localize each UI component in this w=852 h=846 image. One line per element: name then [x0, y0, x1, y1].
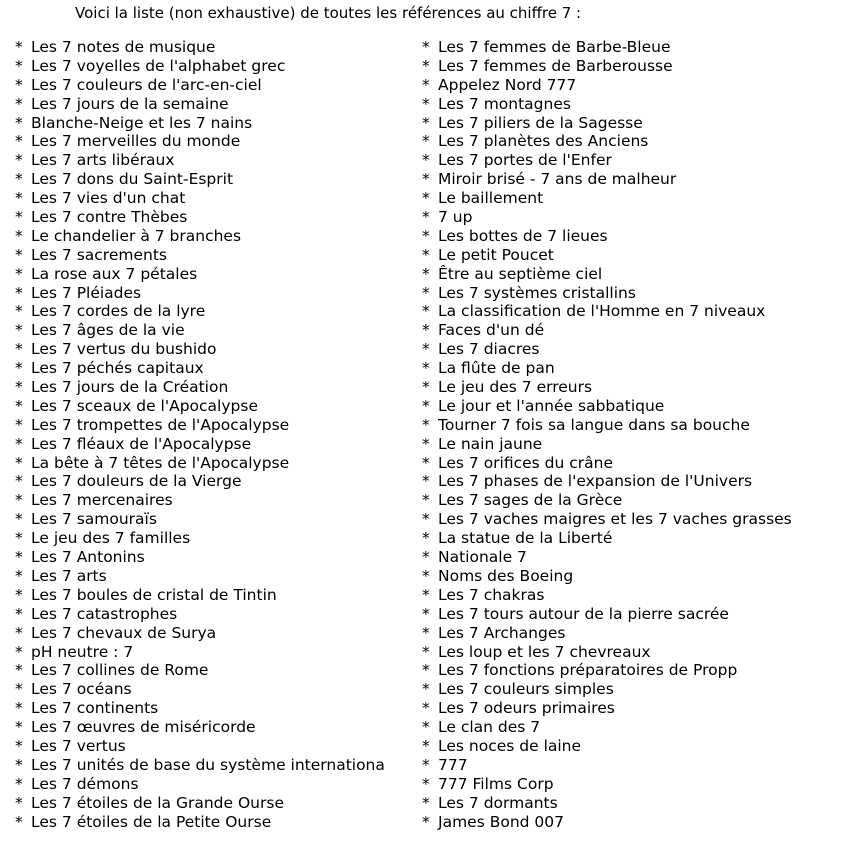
- list-item-text: Le clan des 7: [438, 718, 541, 737]
- bullet-marker: *: [15, 321, 23, 340]
- list-item-text: Les 7 jours de la Création: [31, 378, 229, 397]
- bullet-marker: *: [422, 680, 430, 699]
- bullet-marker: *: [15, 774, 23, 793]
- list-item-text: Les 7 sages de la Grèce: [438, 491, 623, 510]
- list-item-text: Les 7 piliers de la Sagesse: [438, 113, 643, 132]
- list-item-text: 777 Films Corp: [438, 774, 554, 793]
- bullet-marker: *: [15, 94, 23, 113]
- bullet-marker: *: [422, 661, 430, 680]
- list-item: [15, 794, 398, 813]
- list-item: [422, 302, 847, 321]
- bullet-marker: *: [422, 585, 430, 604]
- list-item-text: La rose aux 7 pétales: [31, 264, 198, 283]
- list-item-text: Noms des Boeing: [438, 566, 574, 585]
- bullet-marker: *: [422, 529, 430, 548]
- list-item-text: Blanche-Neige et les 7 nains: [31, 113, 253, 132]
- bullet-marker: *: [15, 302, 23, 321]
- list-item-text: Les 7 femmes de Barberousse: [438, 56, 673, 75]
- list-item: [422, 321, 847, 340]
- list-item-text: Les 7 dormants: [438, 793, 558, 812]
- bullet-marker: *: [422, 113, 430, 132]
- list-item-text: Nationale 7: [438, 548, 527, 567]
- bullet-marker: *: [15, 264, 23, 283]
- list-item-text: Les loup et les 7 chevreaux: [438, 642, 651, 661]
- bullet-marker: *: [15, 396, 23, 415]
- list-item-text: Les 7 sceaux de l'Apocalypse: [31, 396, 258, 415]
- bullet-marker: *: [15, 453, 23, 472]
- list-item: [15, 435, 398, 454]
- list-item: [422, 95, 847, 114]
- list-item-text: Le baillement: [438, 189, 544, 208]
- list-item-text: Les 7 Antonins: [31, 548, 145, 567]
- list-item-text: Les 7 odeurs primaires: [438, 699, 615, 718]
- list-item-text: Le nain jaune: [438, 434, 543, 453]
- bullet-marker: *: [422, 699, 430, 718]
- bullet-marker: *: [422, 226, 430, 245]
- bullet-marker: *: [15, 699, 23, 718]
- list-item-text: La statue de la Liberté: [438, 529, 613, 548]
- bullet-marker: *: [422, 132, 430, 151]
- bullet-marker: *: [15, 170, 23, 189]
- list-item-text: Les 7 notes de musique: [31, 38, 216, 56]
- list-item: [15, 548, 398, 567]
- bullet-marker: *: [422, 434, 430, 453]
- list-item: [422, 510, 847, 529]
- list-item-text: Les 7 étoiles de la Petite Ourse: [31, 812, 272, 831]
- list-item-text: Les 7 sacrements: [31, 245, 167, 264]
- bullet-marker: *: [15, 132, 23, 151]
- list-item-text: Les 7 trompettes de l'Apocalypse: [31, 415, 290, 434]
- list-item-text: Les 7 collines de Rome: [31, 661, 209, 680]
- list-item: [15, 510, 398, 529]
- bullet-marker: *: [15, 283, 23, 302]
- list-item-text: Les 7 diacres: [438, 340, 540, 359]
- list-item-text: Le jeu des 7 familles: [31, 529, 191, 548]
- list-item: [422, 586, 847, 605]
- bullet-marker: *: [422, 378, 430, 397]
- list-item: [422, 340, 847, 359]
- list-item-text: Les 7 phases de l'expansion de l'Univers: [438, 472, 753, 491]
- bullet-marker: *: [422, 264, 430, 283]
- list-item: [15, 491, 398, 510]
- list-item: [422, 699, 847, 718]
- list-item-text: Les 7 mercenaires: [31, 491, 173, 510]
- list-item-text: Les 7 vies d'un chat: [31, 189, 186, 208]
- list-item: [15, 529, 398, 548]
- list-item-text: Les 7 douleurs de la Vierge: [31, 472, 242, 491]
- list-item: [422, 529, 847, 548]
- list-item: [15, 340, 398, 359]
- bullet-marker: *: [422, 718, 430, 737]
- list-item-text: Le chandelier à 7 branches: [31, 226, 242, 245]
- bullet-marker: *: [422, 170, 430, 189]
- list-item-text: 7 up: [438, 208, 473, 227]
- bullet-marker: *: [422, 208, 430, 227]
- bullet-marker: *: [422, 396, 430, 415]
- bullet-marker: *: [15, 718, 23, 737]
- list-item-text: Les 7 samouraïs: [31, 510, 157, 529]
- list-item-text: Les 7 dons du Saint-Esprit: [31, 170, 234, 189]
- list-item: [15, 661, 398, 680]
- list-item-text: La flûte de pan: [438, 359, 555, 378]
- list-item-text: Les 7 tours autour de la pierre sacrée: [438, 604, 729, 623]
- bullet-marker: *: [15, 415, 23, 434]
- list-item-text: Les 7 Pléiades: [31, 283, 142, 302]
- bullet-marker: *: [15, 245, 23, 264]
- list-item-text: Les 7 boules de cristal de Tintin: [31, 585, 277, 604]
- bullet-marker: *: [15, 736, 23, 755]
- right-reference-list: [422, 38, 847, 831]
- list-item-text: Les 7 Archanges: [438, 623, 566, 642]
- bullet-marker: *: [422, 623, 430, 642]
- bullet-marker: *: [15, 585, 23, 604]
- page-intro: Voici la liste (non exhaustive) de toutes les références au chiffre 7 :: [75, 4, 582, 22]
- list-item: [15, 302, 398, 321]
- bullet-marker: *: [422, 736, 430, 755]
- bullet-marker: *: [15, 208, 23, 227]
- bullet-marker: *: [422, 340, 430, 359]
- list-item: [422, 775, 847, 794]
- bullet-marker: *: [422, 151, 430, 170]
- list-item-text: Les 7 chevaux de Surya: [31, 623, 217, 642]
- bullet-marker: *: [15, 604, 23, 623]
- list-item: [15, 114, 398, 133]
- list-item-text: Les 7 couleurs de l'arc-en-ciel: [31, 75, 262, 94]
- list-item-text: pH neutre : 7: [31, 642, 134, 661]
- list-item: [422, 359, 847, 378]
- list-item-text: Les 7 océans: [31, 680, 132, 699]
- bullet-marker: *: [15, 491, 23, 510]
- list-item: [422, 605, 847, 624]
- list-item: [422, 246, 847, 265]
- list-item-text: Les 7 étoiles de la Grande Ourse: [31, 793, 284, 812]
- list-item: [15, 359, 398, 378]
- list-item: [422, 189, 847, 208]
- list-item: [15, 132, 398, 151]
- list-item-text: Les 7 fonctions préparatoires de Propp: [438, 661, 738, 680]
- list-item: [15, 170, 398, 189]
- list-item-text: Tourner 7 fois sa langue dans sa bouche: [438, 415, 750, 434]
- list-item: [15, 416, 398, 435]
- bullet-marker: *: [422, 94, 430, 113]
- list-item-text: Le jour et l'année sabbatique: [438, 396, 665, 415]
- bullet-marker: *: [422, 321, 430, 340]
- bullet-marker: *: [422, 604, 430, 623]
- bullet-marker: *: [15, 226, 23, 245]
- bullet-marker: *: [15, 75, 23, 94]
- list-item-text: Les 7 arts: [31, 566, 107, 585]
- list-item-text: Les 7 merveilles du monde: [31, 132, 241, 151]
- bullet-marker: *: [422, 774, 430, 793]
- list-item: [422, 680, 847, 699]
- list-item-text: 777: [438, 755, 468, 774]
- list-item-text: Les bottes de 7 lieues: [438, 226, 608, 245]
- list-item-text: Les 7 cordes de la lyre: [31, 302, 206, 321]
- list-item: [15, 624, 398, 643]
- bullet-marker: *: [15, 340, 23, 359]
- list-item: [422, 284, 847, 303]
- list-item: [422, 643, 847, 662]
- list-item: [15, 756, 398, 775]
- list-item: [422, 794, 847, 813]
- list-item: [15, 76, 398, 95]
- bullet-marker: *: [15, 755, 23, 774]
- list-item-text: Les 7 catastrophes: [31, 604, 178, 623]
- bullet-marker: *: [15, 548, 23, 567]
- list-item-text: Le jeu des 7 erreurs: [438, 378, 593, 397]
- bullet-marker: *: [15, 113, 23, 132]
- list-item: [422, 114, 847, 133]
- list-item-text: Les noces de laine: [438, 736, 582, 755]
- list-item: [15, 586, 398, 605]
- list-item: [15, 95, 398, 114]
- list-item: [15, 567, 398, 586]
- list-item: [15, 284, 398, 303]
- list-item: [15, 189, 398, 208]
- list-item-text: Les 7 couleurs simples: [438, 680, 614, 699]
- bullet-marker: *: [15, 793, 23, 812]
- list-item: [422, 661, 847, 680]
- bullet-marker: *: [422, 302, 430, 321]
- bullet-marker: *: [15, 378, 23, 397]
- list-item: [422, 151, 847, 170]
- list-item: [422, 718, 847, 737]
- list-item: [15, 737, 398, 756]
- list-item: [422, 416, 847, 435]
- list-item: [422, 567, 847, 586]
- bullet-marker: *: [15, 529, 23, 548]
- list-item: [15, 397, 398, 416]
- list-item-text: Les 7 arts libéraux: [31, 151, 175, 170]
- list-item-text: Les 7 voyelles de l'alphabet grec: [31, 56, 286, 75]
- list-item: [15, 265, 398, 284]
- bullet-marker: *: [422, 245, 430, 264]
- list-item-text: Être au septième ciel: [438, 264, 603, 283]
- list-item: [422, 737, 847, 756]
- list-item-text: Les 7 vertus: [31, 736, 126, 755]
- list-item: [15, 208, 398, 227]
- list-item-text: Le petit Poucet: [438, 245, 554, 264]
- bullet-marker: *: [15, 661, 23, 680]
- list-item-text: Miroir brisé - 7 ans de malheur: [438, 170, 677, 189]
- list-item-text: Les 7 œuvres de miséricorde: [31, 718, 256, 737]
- bullet-marker: *: [15, 434, 23, 453]
- bullet-marker: *: [422, 548, 430, 567]
- list-item: [422, 132, 847, 151]
- list-item-text: La classification de l'Homme en 7 niveaux: [438, 302, 766, 321]
- list-item: [422, 813, 847, 832]
- bullet-marker: *: [15, 623, 23, 642]
- list-item: [15, 680, 398, 699]
- list-item: [15, 227, 398, 246]
- bullet-marker: *: [422, 56, 430, 75]
- list-item-text: Les 7 montagnes: [438, 94, 571, 113]
- bullet-marker: *: [422, 812, 430, 831]
- bullet-marker: *: [422, 566, 430, 585]
- list-item-text: Appelez Nord 777: [438, 75, 577, 94]
- bullet-marker: *: [15, 472, 23, 491]
- list-item: [422, 208, 847, 227]
- bullet-marker: *: [422, 755, 430, 774]
- list-item: [422, 397, 847, 416]
- bullet-marker: *: [15, 38, 23, 56]
- bullet-marker: *: [15, 812, 23, 831]
- list-item: [422, 227, 847, 246]
- list-item-text: Les 7 planètes des Anciens: [438, 132, 649, 151]
- list-item: [15, 813, 398, 832]
- list-item-text: Les 7 portes de l'Enfer: [438, 151, 612, 170]
- list-item-text: Les 7 vertus du bushido: [31, 340, 217, 359]
- list-item: [422, 548, 847, 567]
- list-item-text: Faces d'un dé: [438, 321, 545, 340]
- list-item-text: Les 7 continents: [31, 699, 159, 718]
- list-item: [422, 491, 847, 510]
- list-item: [422, 378, 847, 397]
- list-item: [422, 38, 847, 57]
- list-item-text: La bête à 7 têtes de l'Apocalypse: [31, 453, 290, 472]
- list-item: [15, 246, 398, 265]
- list-item-text: Les 7 vaches maigres et les 7 vaches grasses: [438, 510, 792, 529]
- list-item: [15, 378, 398, 397]
- left-reference-list: [15, 38, 398, 831]
- bullet-marker: *: [422, 491, 430, 510]
- list-item: [15, 454, 398, 473]
- list-item-text: Les 7 péchés capitaux: [31, 359, 204, 378]
- list-item: [15, 643, 398, 662]
- list-item: [422, 454, 847, 473]
- list-item: [422, 756, 847, 775]
- bullet-marker: *: [15, 189, 23, 208]
- bullet-marker: *: [15, 642, 23, 661]
- list-item: [422, 76, 847, 95]
- list-item: [15, 38, 398, 57]
- bullet-marker: *: [422, 75, 430, 94]
- bullet-marker: *: [422, 189, 430, 208]
- list-item-text: Les 7 femmes de Barbe-Bleue: [438, 38, 671, 56]
- bullet-marker: *: [422, 359, 430, 378]
- list-item-text: Les 7 chakras: [438, 585, 545, 604]
- list-item: [15, 57, 398, 76]
- list-item: [422, 57, 847, 76]
- list-item: [422, 624, 847, 643]
- bullet-marker: *: [15, 680, 23, 699]
- list-item-text: Les 7 systèmes cristallins: [438, 283, 636, 302]
- bullet-marker: *: [15, 566, 23, 585]
- list-item: [422, 265, 847, 284]
- bullet-marker: *: [15, 56, 23, 75]
- list-item-text: Les 7 démons: [31, 774, 139, 793]
- bullet-marker: *: [422, 415, 430, 434]
- bullet-marker: *: [422, 642, 430, 661]
- list-item-text: Les 7 contre Thèbes: [31, 208, 188, 227]
- list-item: [15, 472, 398, 491]
- bullet-marker: *: [15, 359, 23, 378]
- list-item-text: Les 7 âges de la vie: [31, 321, 185, 340]
- list-item: [15, 718, 398, 737]
- list-item-text: Les 7 orifices du crâne: [438, 453, 614, 472]
- bullet-marker: *: [15, 510, 23, 529]
- list-item: [15, 775, 398, 794]
- list-item: [422, 472, 847, 491]
- bullet-marker: *: [422, 453, 430, 472]
- list-item-text: James Bond 007: [438, 812, 564, 831]
- bullet-marker: *: [422, 793, 430, 812]
- bullet-marker: *: [422, 38, 430, 56]
- list-item-text: Les 7 unités de base du système internationa: [31, 755, 385, 774]
- bullet-marker: *: [422, 472, 430, 491]
- bullet-marker: *: [15, 151, 23, 170]
- list-item-text: Les 7 fléaux de l'Apocalypse: [31, 434, 252, 453]
- list-item: [15, 321, 398, 340]
- bullet-marker: *: [422, 510, 430, 529]
- list-item: [15, 151, 398, 170]
- list-item: [15, 605, 398, 624]
- list-item: [422, 170, 847, 189]
- list-item-text: Les 7 jours de la semaine: [31, 94, 229, 113]
- list-item: [422, 435, 847, 454]
- list-item: [15, 699, 398, 718]
- bullet-marker: *: [422, 283, 430, 302]
